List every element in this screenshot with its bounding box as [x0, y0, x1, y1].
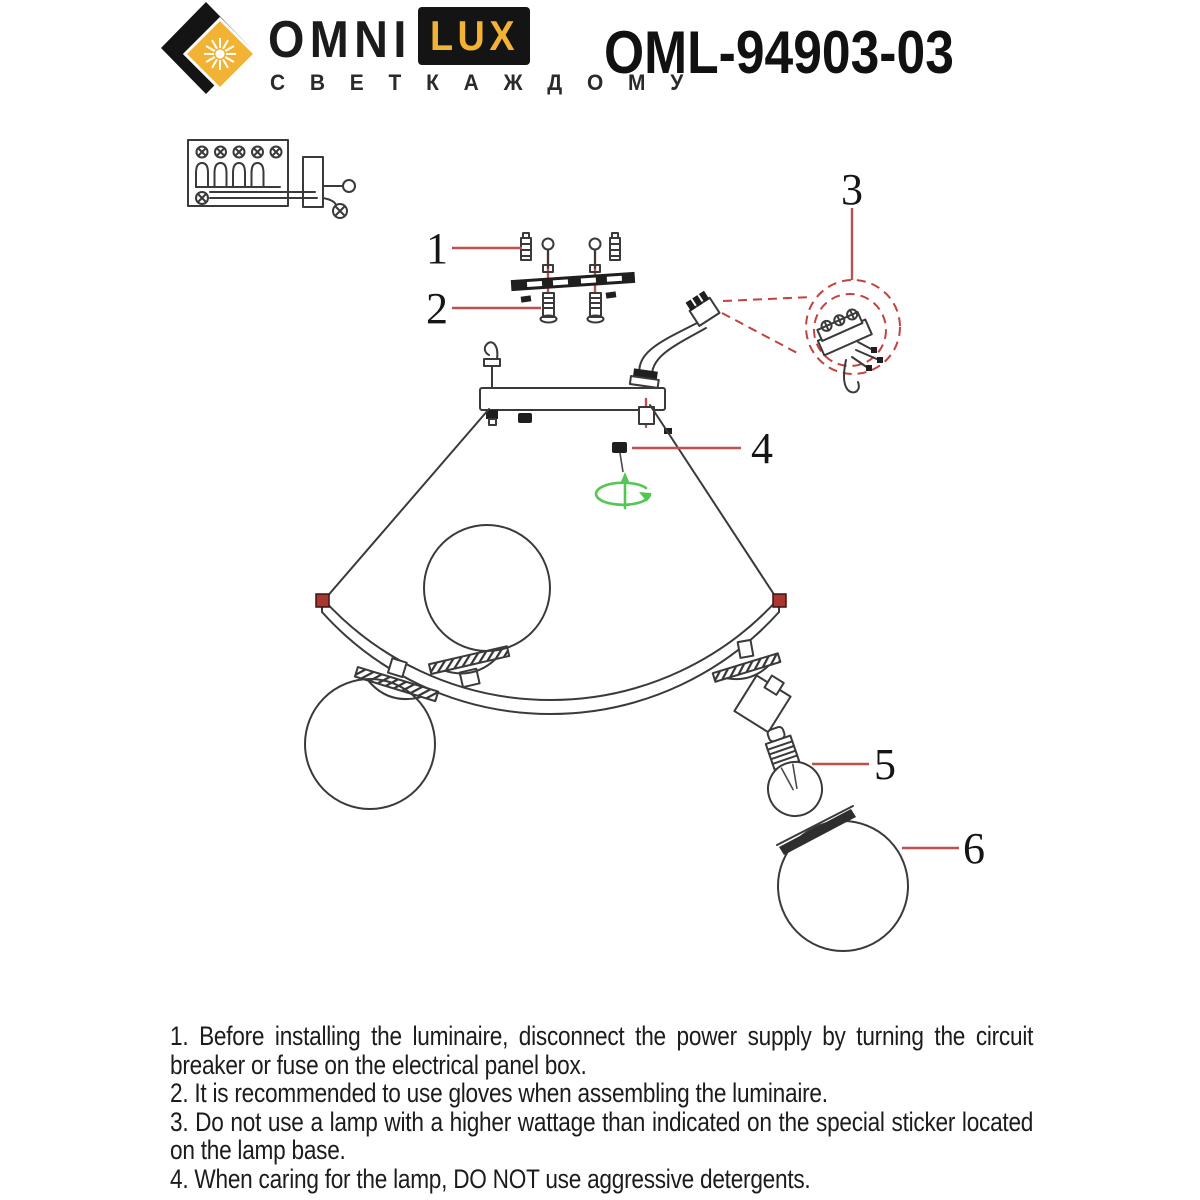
- frame-end-connector-left: [316, 594, 329, 607]
- model-number: OML-94903-03: [604, 19, 954, 86]
- callout-line-upper: [723, 297, 812, 301]
- hanging-hooks: [543, 239, 601, 273]
- part-label-2: 2: [426, 284, 448, 333]
- detail-callout: [722, 280, 900, 392]
- callout-line-lower: [722, 313, 801, 355]
- globe-shade-detached: [777, 806, 908, 951]
- terminal-symbols: [197, 147, 282, 158]
- part-label-4: 4: [751, 424, 773, 473]
- part-label-6: 6: [963, 824, 985, 873]
- suspension-wire-left: [325, 409, 489, 599]
- locking-nut: [612, 442, 627, 472]
- instruction-item-4: 4. When caring for the lamp, DO NOT use aggressive detergents.: [170, 1163, 811, 1194]
- connector-plug: [685, 290, 720, 326]
- wiring-schematic: [188, 140, 355, 218]
- globe-shade-middle: [424, 525, 550, 651]
- cable-plug: [630, 368, 660, 388]
- brand-tagline: С В Е Т К А Ж Д О М У: [270, 70, 693, 95]
- instructions-block: [170, 1022, 1033, 1193]
- ceiling-canopy: [480, 342, 672, 434]
- brand-box-word: LUX: [429, 12, 519, 59]
- instruction-item-1: 1. Before installing the luminaire, disconnect the power supply by turning the circuit breaker or fuse on the electrical panel box.: [170, 1021, 1034, 1080]
- wall-anchors: [521, 233, 620, 260]
- part-label-3: 3: [841, 165, 863, 214]
- canopy-hook-pin: [485, 342, 498, 359]
- shade-holder-middle: [429, 646, 514, 693]
- part-label-1: 1: [426, 224, 448, 273]
- brand-word: OMNI: [268, 11, 412, 69]
- instruction-item-3: 3. Do not use a lamp with a higher wattage than indicated on the special sticker located on the lamp base.: [170, 1106, 1034, 1165]
- part-callouts: [426, 165, 985, 873]
- power-cable: [639, 323, 706, 378]
- globe-shade-left: [305, 679, 435, 809]
- frame-end-connector-right: [773, 594, 786, 607]
- part-label-5: 5: [874, 740, 896, 789]
- rotation-arrow-icon: [596, 472, 650, 508]
- light-bulb: [749, 720, 830, 824]
- terminal-block-detail: [812, 306, 872, 355]
- instruction-item-2: 2. It is recommended to use gloves when assembling the luminaire.: [170, 1078, 828, 1108]
- mounting-strap: [511, 272, 635, 291]
- lamp-socket-right: [713, 640, 795, 732]
